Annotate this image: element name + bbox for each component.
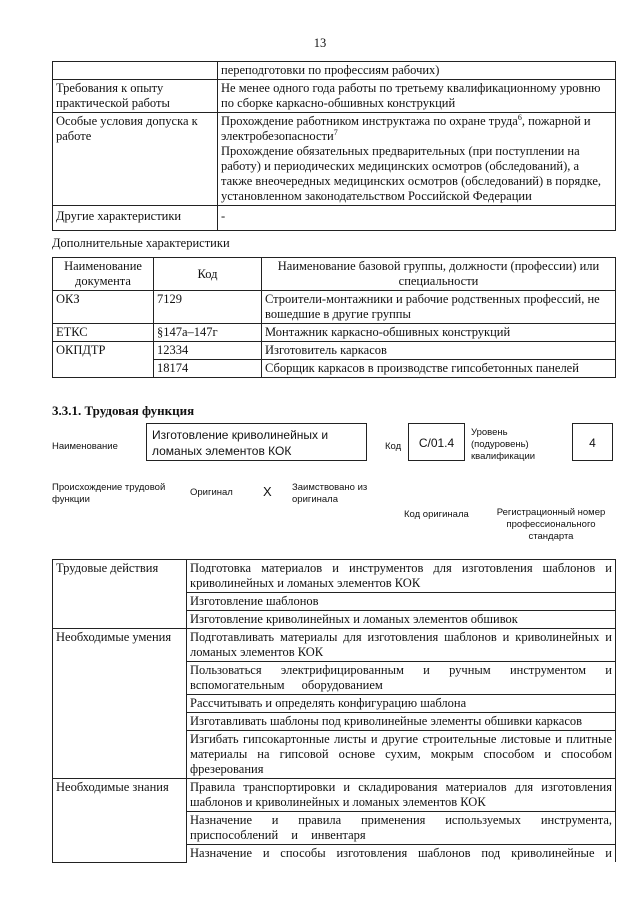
group-cell: Монтажник каркасно-обшивных конструкций xyxy=(262,324,616,342)
code-label: Код xyxy=(385,441,402,452)
code-original-label: Код оригинала xyxy=(404,509,469,520)
origin-borrowed: Заимствовано из оригинала xyxy=(292,482,368,505)
table-row xyxy=(53,291,616,324)
list-item: Изготавливать шаблоны под криволинейные элементы обшивки каркасов xyxy=(187,713,616,731)
list-item: Правила транспортировки и складирования материалов для изготовления шаблонов и криволинейных и ломаных элементов КОК xyxy=(187,779,616,812)
section-label-skills: Необходимые умения xyxy=(53,629,187,779)
additional-table xyxy=(52,257,616,378)
table-row xyxy=(53,629,616,662)
group-cell: Изготовитель каркасов xyxy=(262,342,616,360)
header-group: Наименование базовой группы, должности (профессии) или специальности xyxy=(262,258,616,291)
code-cell: §147а–147г xyxy=(154,324,262,342)
group-cell: Сборщик каркасов в производстве гипсобетонных панелей xyxy=(262,360,616,378)
row-label: Требования к опыту практической работы xyxy=(53,80,218,113)
table-row xyxy=(53,80,616,113)
group-cell: Строители-монтажники и рабочие родственных профессий, не вошедшие в другие группы xyxy=(262,291,616,324)
row-value: - xyxy=(218,206,616,231)
table-row xyxy=(53,113,616,206)
admission-text-1: Прохождение работником инструктажа по охране труда xyxy=(221,114,518,128)
page-number: 13 xyxy=(313,36,327,50)
list-item: Подготавливать материалы для изготовления шаблонов и криволинейных и ломаных элементов КОК xyxy=(187,629,616,662)
code-cell: 7129 xyxy=(154,291,262,324)
row-label: Другие характеристики xyxy=(53,206,218,231)
row-value xyxy=(218,113,616,206)
table-row xyxy=(53,62,616,80)
table-header-row xyxy=(53,258,616,291)
admission-text-2: , пожарной и электробезопасности xyxy=(221,114,591,143)
function-title: 3.3.1. Трудовая функция xyxy=(52,403,195,418)
table-row xyxy=(53,779,616,812)
section-label-knowledge: Необходимые знания xyxy=(53,779,187,863)
origin-original: Оригинал xyxy=(190,487,233,498)
origin-label: Происхождение трудовой функции xyxy=(52,482,166,505)
header-document: Наименование документа xyxy=(53,258,154,291)
admission-text-3: Прохождение обязательных предварительных (при поступлении на работу) и периодических медицинских осмотров (обследований), а также внеочередных медицинских осмотров (обследований) в порядке, установленном законодательством Российской Федерации xyxy=(221,144,602,203)
list-item: Назначение и правила применения используемых инструмента, приспособлений и инвентаря xyxy=(187,812,616,845)
list-item: Подготовка материалов и инструментов для изготовления шаблонов и криволинейных и ломаных элементов КОК xyxy=(187,560,616,593)
list-item: Изготовление криволинейных и ломаных элементов обшивок xyxy=(187,611,616,629)
doc-cell xyxy=(53,360,154,378)
level-label: Уровень (подуровень) квалификации xyxy=(471,427,536,462)
doc-cell: ЕТКС xyxy=(53,324,154,342)
code-cell: 18174 xyxy=(154,360,262,378)
doc-cell: ОКПДТР xyxy=(53,342,154,360)
list-item: Изгибать гипсокартонные листы и другие строительные листовые и плитные материалы на гипсовой основе сухим, мокрым способом и способом фрезерования xyxy=(187,731,616,779)
name-label: Наименование xyxy=(52,441,118,452)
list-item: Пользоваться электрифицированным и ручным инструментом и вспомогательным оборудованием xyxy=(187,662,616,695)
row-value: переподготовки по профессиям рабочих) xyxy=(218,62,616,80)
additional-title: Дополнительные характеристики xyxy=(52,236,230,250)
table-row xyxy=(53,342,616,360)
list-item: Назначение и способы изготовления шаблонов под криволинейные и xyxy=(187,845,616,863)
requirements-table xyxy=(52,61,616,231)
level-box: 4 xyxy=(572,423,613,461)
table-row xyxy=(53,360,616,378)
table-row xyxy=(53,560,616,593)
labor-function-table xyxy=(52,559,616,863)
function-code-box: С/01.4 xyxy=(408,423,465,461)
row-label: Особые условия допуска к работе xyxy=(53,113,218,206)
code-cell: 12334 xyxy=(154,342,262,360)
footnote-6: 6 xyxy=(517,112,522,122)
row-value: Не менее одного года работы по третьему квалификационному уровню по сборке каркасно-обшивных конструкций xyxy=(218,80,616,113)
list-item: Изготовление шаблонов xyxy=(187,593,616,611)
function-name-box: Изготовление криволинейных и ломаных элементов КОК xyxy=(146,423,367,461)
table-row xyxy=(53,324,616,342)
header-code: Код xyxy=(154,258,262,291)
origin-mark: X xyxy=(263,484,272,499)
table-row xyxy=(53,206,616,231)
list-item: Рассчитывать и определять конфигурацию шаблона xyxy=(187,695,616,713)
section-label-actions: Трудовые действия xyxy=(53,560,187,629)
reg-number-label: Регистрационный номер профессионального стандарта xyxy=(496,507,606,542)
row-label xyxy=(53,62,218,80)
doc-cell: ОКЗ xyxy=(53,291,154,324)
footnote-7: 7 xyxy=(333,127,338,137)
